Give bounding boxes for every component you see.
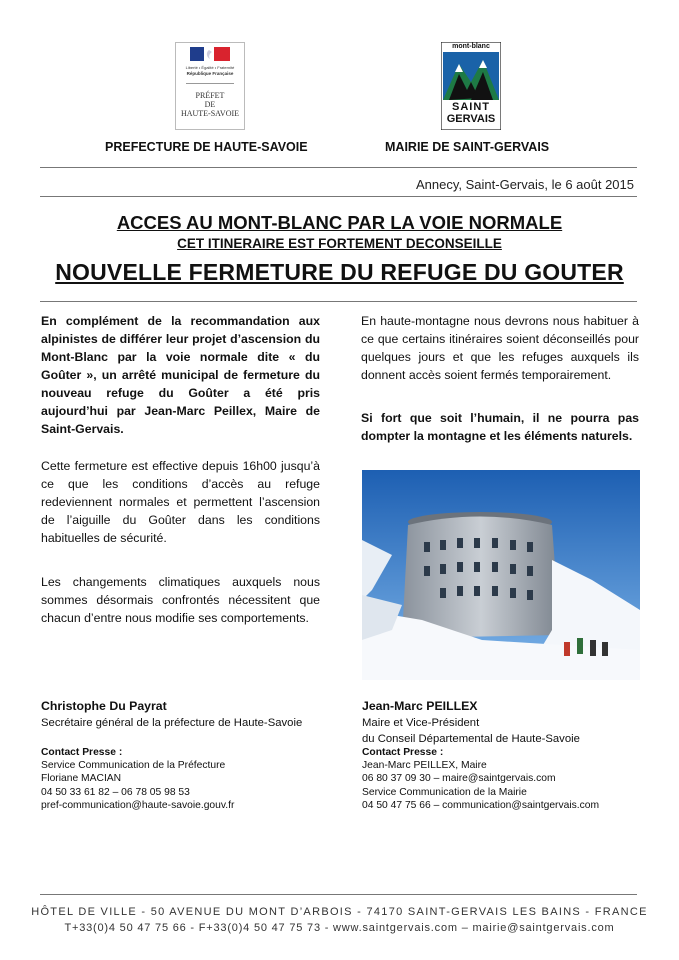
- left-contact-phone: 04 50 33 61 82 – 06 78 05 98 53: [41, 786, 190, 798]
- right-press-contact: [362, 746, 599, 812]
- header-rule: [40, 167, 637, 168]
- left-contact-email[interactable]: pref-communication@haute-savoie.gouv.fr: [41, 799, 235, 811]
- left-organization: PREFECTURE DE HAUTE-SAVOIE: [105, 140, 308, 154]
- right-paragraph-2: Si fort que soit l’humain, il ne pourra pas dompter la montagne et les éléments naturels.: [361, 411, 639, 443]
- right-contact-line: Jean-Marc PEILLEX, Maire: [362, 760, 487, 772]
- logo-top-text: mont-blanc: [452, 43, 490, 50]
- right-organization: MAIRIE DE SAINT-GERVAIS: [385, 140, 550, 154]
- left-contact-title: Contact Presse :: [41, 747, 123, 758]
- headline-closure: NOUVELLE FERMETURE DU REFUGE DU GOUTER: [55, 259, 624, 285]
- left-paragraph-2: Cette fermeture est effective depuis 16h00 jusqu’à ce que les conditions d’accès au refuge redeviennent normales et permettent l’ascension de l’aiguille du Goûter dans les conditions habituelles de sécurité.: [41, 459, 320, 545]
- republic-motto: Liberté • Égalité • Fraternité: [185, 65, 235, 70]
- left-paragraph-3: Les changements climatiques auxquels nous sommes désormais confrontés nécessitent que chacun d’entre nous modifie ses comportements.: [41, 575, 320, 625]
- right-contact-phone-email[interactable]: 06 80 37 09 30 – maire@saintgervais.com: [362, 773, 556, 785]
- right-signatory-role-1: Maire et Vice-Président: [362, 717, 480, 729]
- right-contact-phone-email[interactable]: 04 50 47 75 66 – communication@saintgervais.com: [362, 799, 600, 811]
- prefet-label: PRÉFET DE HAUTE-SAVOIE: [180, 91, 240, 118]
- right-signatory-name: Jean-Marc PEILLEX: [362, 699, 478, 713]
- refuge-gouter-photo: [362, 470, 640, 680]
- left-paragraph-1: En complément de la recommandation aux alpinistes de différer leur projet d’ascension du Mont-Blanc par la voie normale dite « du Goûter », un arrêté municipal de fermeture du nouveau refuge du Goûter a été pris aujourd’hui par Jean-Marc Peillex, Maire de Saint-Gervais.: [41, 314, 320, 436]
- left-press-contact: [41, 746, 234, 812]
- logo-name-line2: GERVAIS: [446, 113, 496, 125]
- prefecture-logo: [175, 42, 245, 130]
- headline-primary: ACCES AU MONT-BLANC PAR LA VOIE NORMALE: [116, 212, 563, 233]
- right-paragraph-1: En haute-montagne nous devrons nous habituer à ce que certains itinéraires soient déconseillés pour quelques jours et que les refuges auxquels ils donnent accès soient fermés temporairement.: [361, 314, 639, 382]
- headline-warning: CET ITINERAIRE EST FORTEMENT DECONSEILLE: [177, 236, 502, 251]
- republic-label: République Française: [186, 71, 234, 76]
- right-contact-line: Service Communication de la Mairie: [362, 786, 527, 798]
- date-rule: [40, 196, 637, 197]
- left-signatory-role: Secrétaire général de la préfecture de Haute-Savoie: [41, 717, 303, 729]
- logo-name-line1: SAINT: [452, 101, 490, 113]
- footer-rule: [40, 894, 637, 895]
- left-signatory-name: Christophe Du Payrat: [41, 699, 167, 713]
- dateline: Annecy, Saint-Gervais, le 6 août 2015: [416, 177, 634, 192]
- left-contact-line: Floriane MACIAN: [41, 773, 122, 785]
- title-rule: [40, 301, 637, 302]
- footer-address: HÔTEL DE VILLE - 50 AVENUE DU MONT D’ARBOIS - 74170 SAINT-GERVAIS LES BAINS - FRANCE: [31, 906, 648, 918]
- right-signatory-role-2: du Conseil Départemental de Haute-Savoie: [362, 733, 580, 745]
- saint-gervais-logo: [441, 42, 501, 130]
- left-contact-line: Service Communication de la Préfecture: [41, 760, 226, 772]
- refuge-mountain-image-icon: [362, 470, 640, 680]
- footer-contacts: T+33(0)4 50 47 75 66 - F+33(0)4 50 47 75 73 - www.saintgervais.com – mairie@saintgervais.com: [64, 922, 615, 934]
- logo-divider: [186, 83, 234, 84]
- right-contact-title: Contact Presse :: [362, 747, 444, 758]
